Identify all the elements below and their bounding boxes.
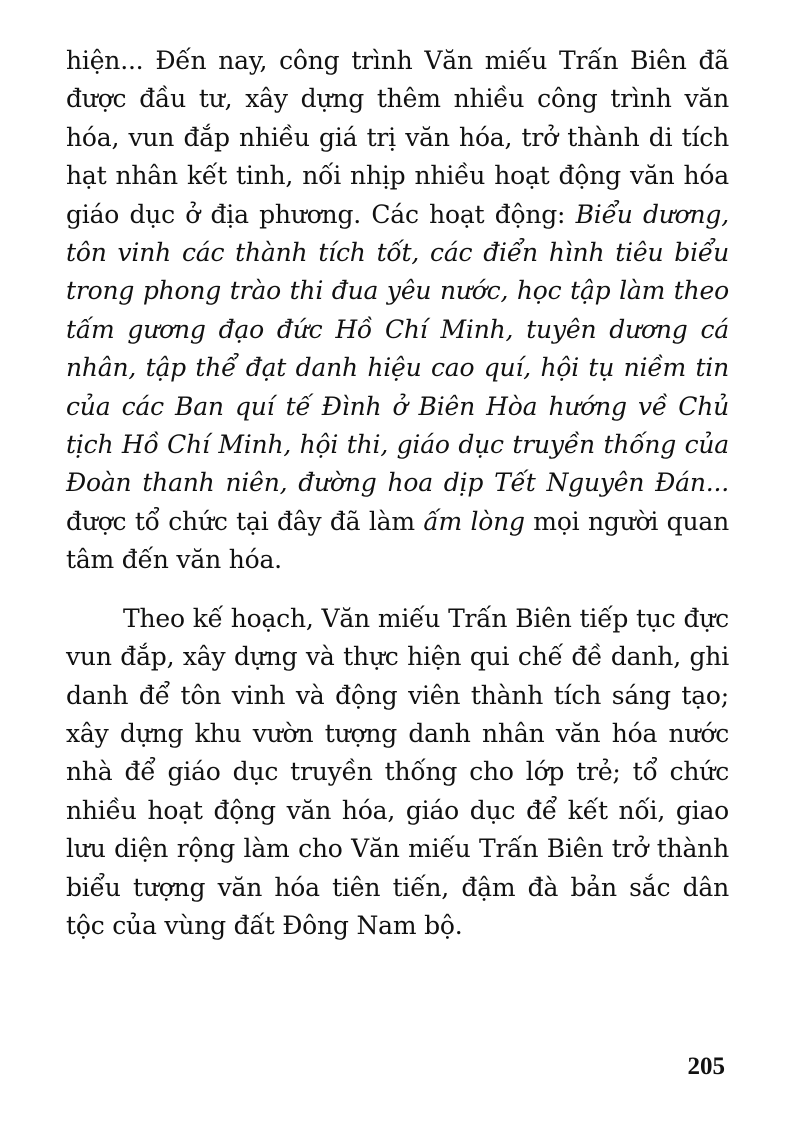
paragraph-1 bbox=[66, 42, 729, 580]
paragraph-1-text-1: hiện... Đến nay, công trình Văn miếu Trấn Biên đã được đầu tư, xây dựng thêm nhiều công trình văn hóa, vun đắp nhiều giá trị văn hóa, trở thành di tích hạt nhân kết tinh, nối nhịp nhiều hoạt động văn hóa giáo dục ở địa phương. Các hoạt động: bbox=[66, 46, 729, 229]
paragraph-1-italic-2: ấm lòng bbox=[423, 506, 525, 536]
paragraph-1-italic-1: Biểu dương, tôn vinh các thành tích tốt, các điển hình tiêu biểu trong phong trào thi đua yêu nước, học tập làm theo tấm gương đạo đức Hồ Chí Minh, tuyên dương cá nhân, tập thể đạt danh hiệu cao quí, hội tụ niềm tin của các Ban quí tế Đình ở Biên Hòa hướng về Chủ tịch Hồ Chí Minh, hội thi, giáo dục truyền thống của Đoàn thanh niên, đường hoa dịp Tết Nguyên Đán... bbox=[66, 199, 729, 498]
paragraph-1-text-2: được tổ chức tại đây đã làm bbox=[66, 506, 424, 536]
paragraph-1-text-3: mọi người quan tâm đến văn hóa. bbox=[66, 506, 729, 575]
paragraph-2: Theo kế hoạch, Văn miếu Trấn Biên tiếp tục đực vun đắp, xây dựng và thực hiện qui chế đề danh, ghi danh để tôn vinh và động viên thành tích sáng tạo; xây dựng khu vườn tượng danh nhân văn hóa nước nhà để giáo dục truyền thống cho lớp trẻ; tổ chức nhiều hoạt động văn hóa, giáo dục để kết nối, giao lưu diện rộng làm cho Văn miếu Trấn Biên trở thành biểu tượng văn hóa tiên tiến, đậm đà bản sắc dân tộc của vùng đất Đông Nam bộ. bbox=[66, 603, 729, 940]
body-text bbox=[66, 42, 729, 945]
page-number: 205 bbox=[687, 1053, 725, 1080]
